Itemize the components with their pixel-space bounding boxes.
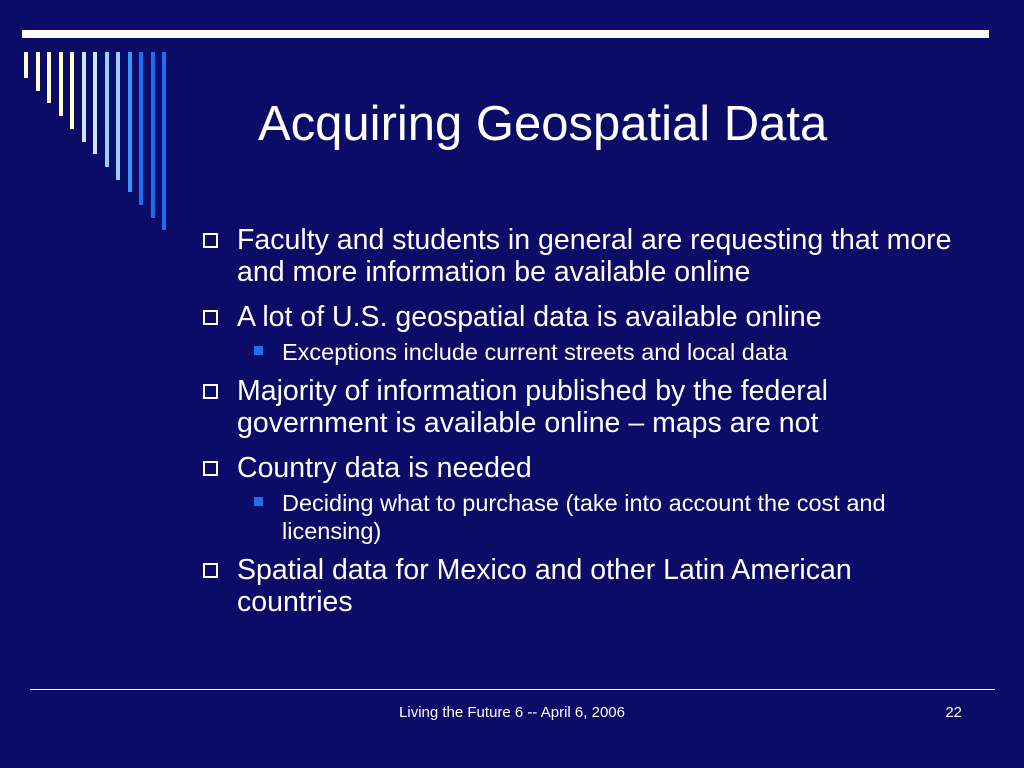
decorative-stripe xyxy=(24,52,28,78)
decorative-stripe xyxy=(151,52,155,218)
hollow-square-bullet-icon xyxy=(203,384,218,399)
hollow-square-bullet-icon xyxy=(203,233,218,248)
decorative-stripe xyxy=(82,52,86,142)
decorative-stripe xyxy=(162,52,166,230)
top-rule xyxy=(22,30,989,38)
filled-square-bullet-icon xyxy=(254,346,263,355)
decorative-stripe xyxy=(59,52,63,116)
bullet-item xyxy=(200,224,960,288)
bullet-text: Faculty and students in general are requesting that more and more information be available online xyxy=(237,224,952,288)
bullet-item xyxy=(200,554,960,618)
hollow-square-bullet-icon xyxy=(203,461,218,476)
filled-square-bullet-icon xyxy=(254,497,263,506)
footer-rule xyxy=(30,689,995,690)
decorative-stripes xyxy=(24,38,184,218)
bullet-list xyxy=(200,224,960,618)
decorative-stripe xyxy=(116,52,120,180)
decorative-stripe xyxy=(139,52,143,205)
sub-bullet-text: Exceptions include current streets and local data xyxy=(282,339,788,365)
decorative-stripe xyxy=(93,52,97,154)
decorative-stripe xyxy=(70,52,74,129)
bullet-text: Majority of information published by the federal government is available online – maps are not xyxy=(237,375,828,439)
hollow-square-bullet-icon xyxy=(203,563,218,578)
footer-caption: Living the Future 6 -- April 6, 2006 xyxy=(399,704,625,721)
sub-bullet-text: Deciding what to purchase (take into account the cost and licensing) xyxy=(282,490,886,544)
hollow-square-bullet-icon xyxy=(203,310,218,325)
slide-title: Acquiring Geospatial Data xyxy=(258,97,828,151)
bullet-text: Country data is needed xyxy=(237,452,532,484)
sub-bullet-item xyxy=(200,489,960,545)
bullet-item xyxy=(200,301,960,333)
bullet-text: A lot of U.S. geospatial data is available online xyxy=(237,301,822,333)
page-number: 22 xyxy=(945,704,962,721)
bullet-text: Spatial data for Mexico and other Latin American countries xyxy=(237,554,852,618)
decorative-stripe xyxy=(36,52,40,91)
sub-bullet-item xyxy=(200,338,960,366)
bullet-item xyxy=(200,452,960,484)
bullet-item xyxy=(200,375,960,439)
decorative-stripe xyxy=(128,52,132,192)
decorative-stripe xyxy=(47,52,51,103)
decorative-stripe xyxy=(105,52,109,167)
